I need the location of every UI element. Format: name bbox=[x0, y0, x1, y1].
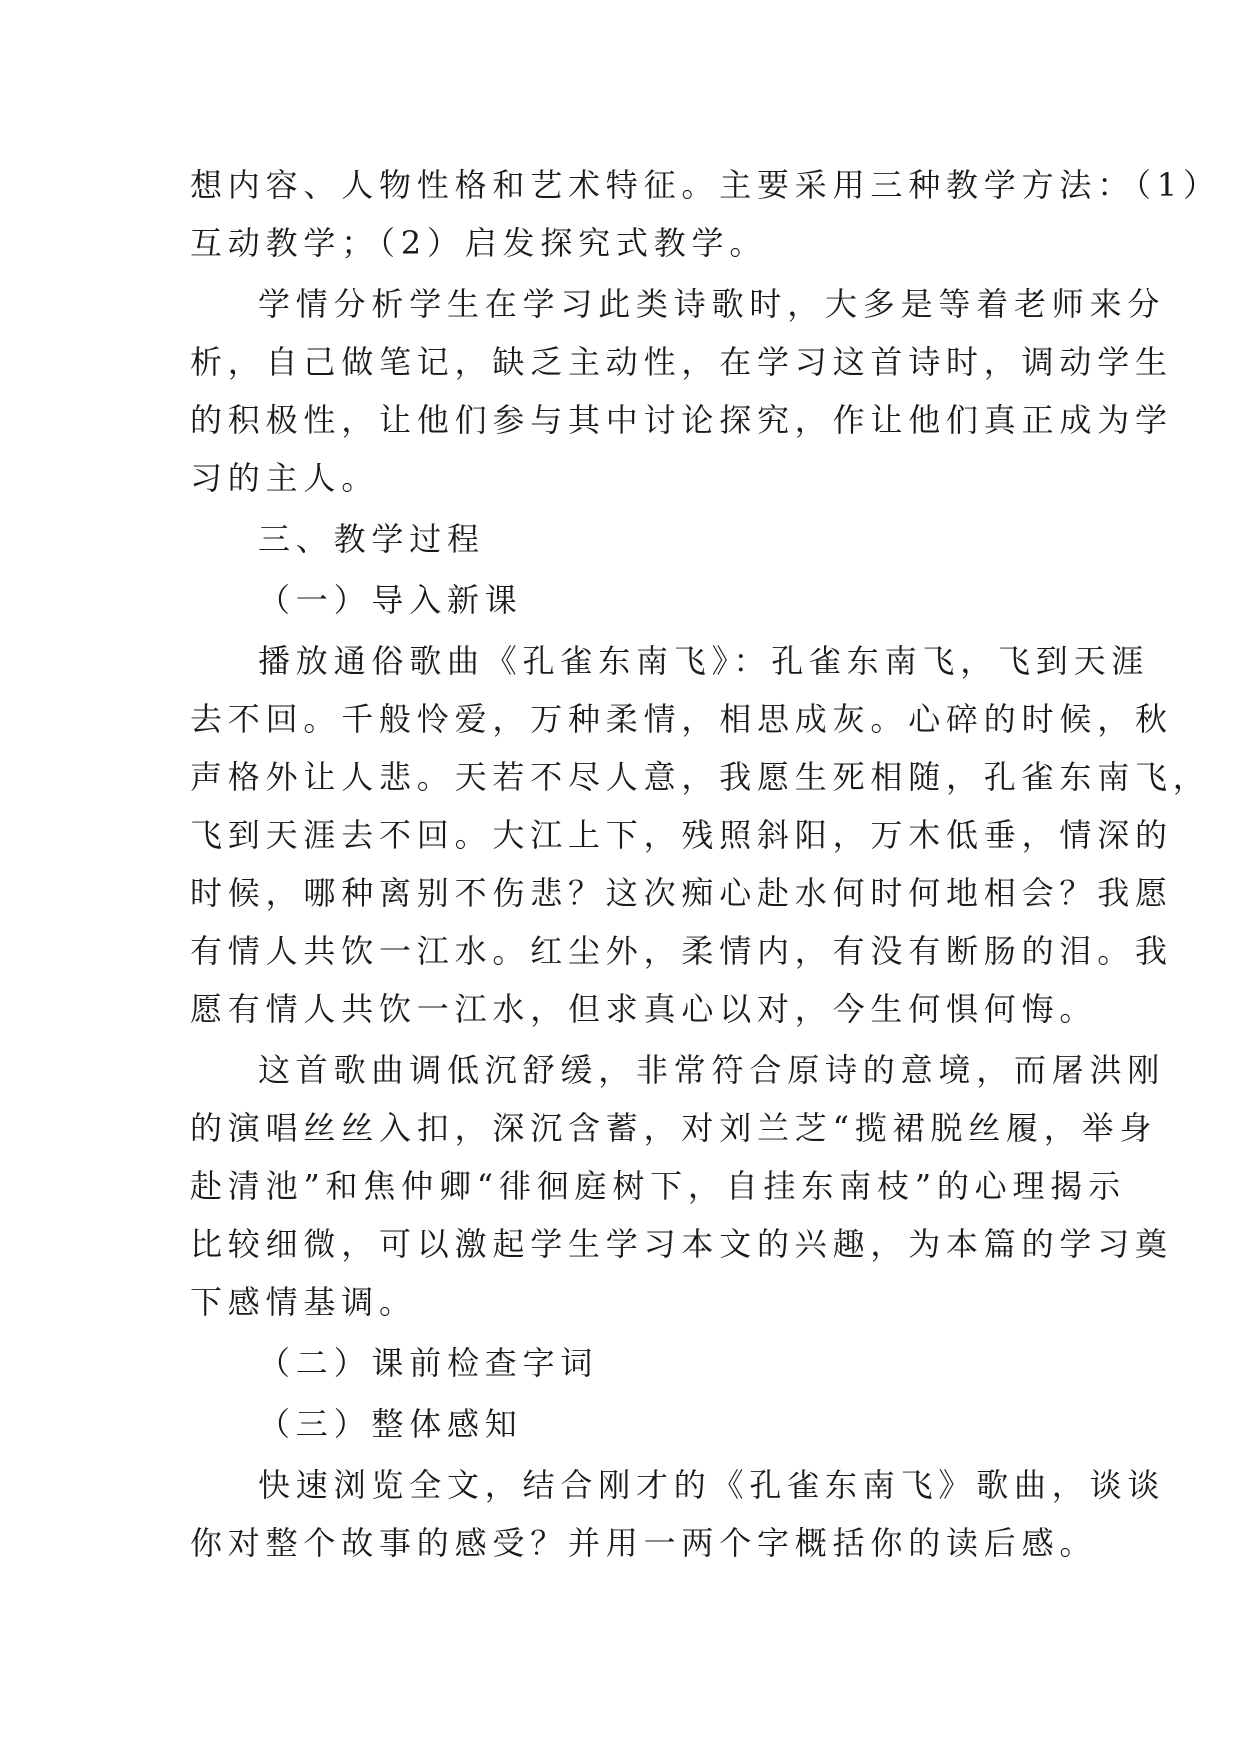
paragraph-song-lyrics bbox=[190, 632, 1211, 1038]
text-line: 下感情基调。 bbox=[190, 1283, 417, 1321]
text-line: 播放通俗歌曲《孔雀东南飞》：孔雀东南飞，飞到天涯 bbox=[258, 642, 1150, 680]
text-line: 愿有情人共饮一江水，但求真心以对，今生何惧何悔。 bbox=[190, 990, 1098, 1028]
text-line: 的积极性，让他们参与其中讨论探究，作让他们真正成为学 bbox=[190, 401, 1173, 439]
heading-text: （三）整体感知 bbox=[258, 1405, 523, 1443]
text-line: 学情分析学生在学习此类诗歌时，大多是等着老师来分 bbox=[258, 285, 1166, 323]
text-line: 去不回。千般怜爱，万种柔情，相思成灰。心碎的时候，秋 bbox=[190, 700, 1173, 738]
text-line: 互动教学；（2）启发探究式教学。 bbox=[190, 224, 768, 262]
paragraph-teaching-methods bbox=[190, 156, 1221, 272]
text-line: 比较细微，可以激起学生学习本文的兴趣，为本篇的学习奠 bbox=[190, 1225, 1173, 1263]
subheading-introduction bbox=[190, 571, 1050, 629]
text-line: 飞到天涯去不回。大江上下，残照斜阳，万木低垂，情深的 bbox=[190, 816, 1173, 854]
text-line: 快速浏览全文，结合刚才的《孔雀东南飞》歌曲，谈谈 bbox=[258, 1466, 1166, 1504]
text-line: 这首歌曲调低沉舒缓，非常符合原诗的意境，而屠洪刚 bbox=[258, 1051, 1166, 1089]
heading-text: （二）课前检查字词 bbox=[258, 1344, 599, 1382]
text-line: 时候，哪种离别不伤悲？这次痴心赴水何时何地相会？我愿 bbox=[190, 874, 1173, 912]
text-line: 赴清池”和焦仲卿“徘徊庭树下，自挂东南枝”的心理揭示 bbox=[190, 1167, 1126, 1205]
text-line: 析，自己做笔记，缺乏主动性，在学习这首诗时，调动学生 bbox=[190, 343, 1173, 381]
paragraph-song-analysis bbox=[190, 1041, 1173, 1331]
text-line: 声格外让人悲。天若不尽人意，我愿生死相随，孔雀东南飞， bbox=[190, 758, 1211, 796]
heading-text: 三、教学过程 bbox=[258, 520, 485, 558]
text-line: 有情人共饮一江水。红尘外，柔情内，有没有断肠的泪。我 bbox=[190, 932, 1173, 970]
text-line: 想内容、人物性格和艺术特征。主要采用三种教学方法：（1） bbox=[190, 166, 1221, 204]
subheading-overall-perception bbox=[190, 1395, 1050, 1453]
paragraph-reading-task bbox=[190, 1456, 1166, 1572]
text-line: 的演唱丝丝入扣，深沉含蓄，对刘兰芝“揽裙脱丝履，举身 bbox=[190, 1109, 1158, 1147]
paragraph-student-analysis bbox=[190, 275, 1173, 507]
text-line: 习的主人。 bbox=[190, 459, 380, 497]
subheading-vocabulary-check bbox=[190, 1334, 1050, 1392]
document-body bbox=[190, 156, 1221, 1575]
section-heading-teaching-process bbox=[190, 510, 1050, 568]
heading-text: （一）导入新课 bbox=[258, 581, 523, 619]
text-line: 你对整个故事的感受？并用一两个字概括你的读后感。 bbox=[190, 1524, 1098, 1562]
